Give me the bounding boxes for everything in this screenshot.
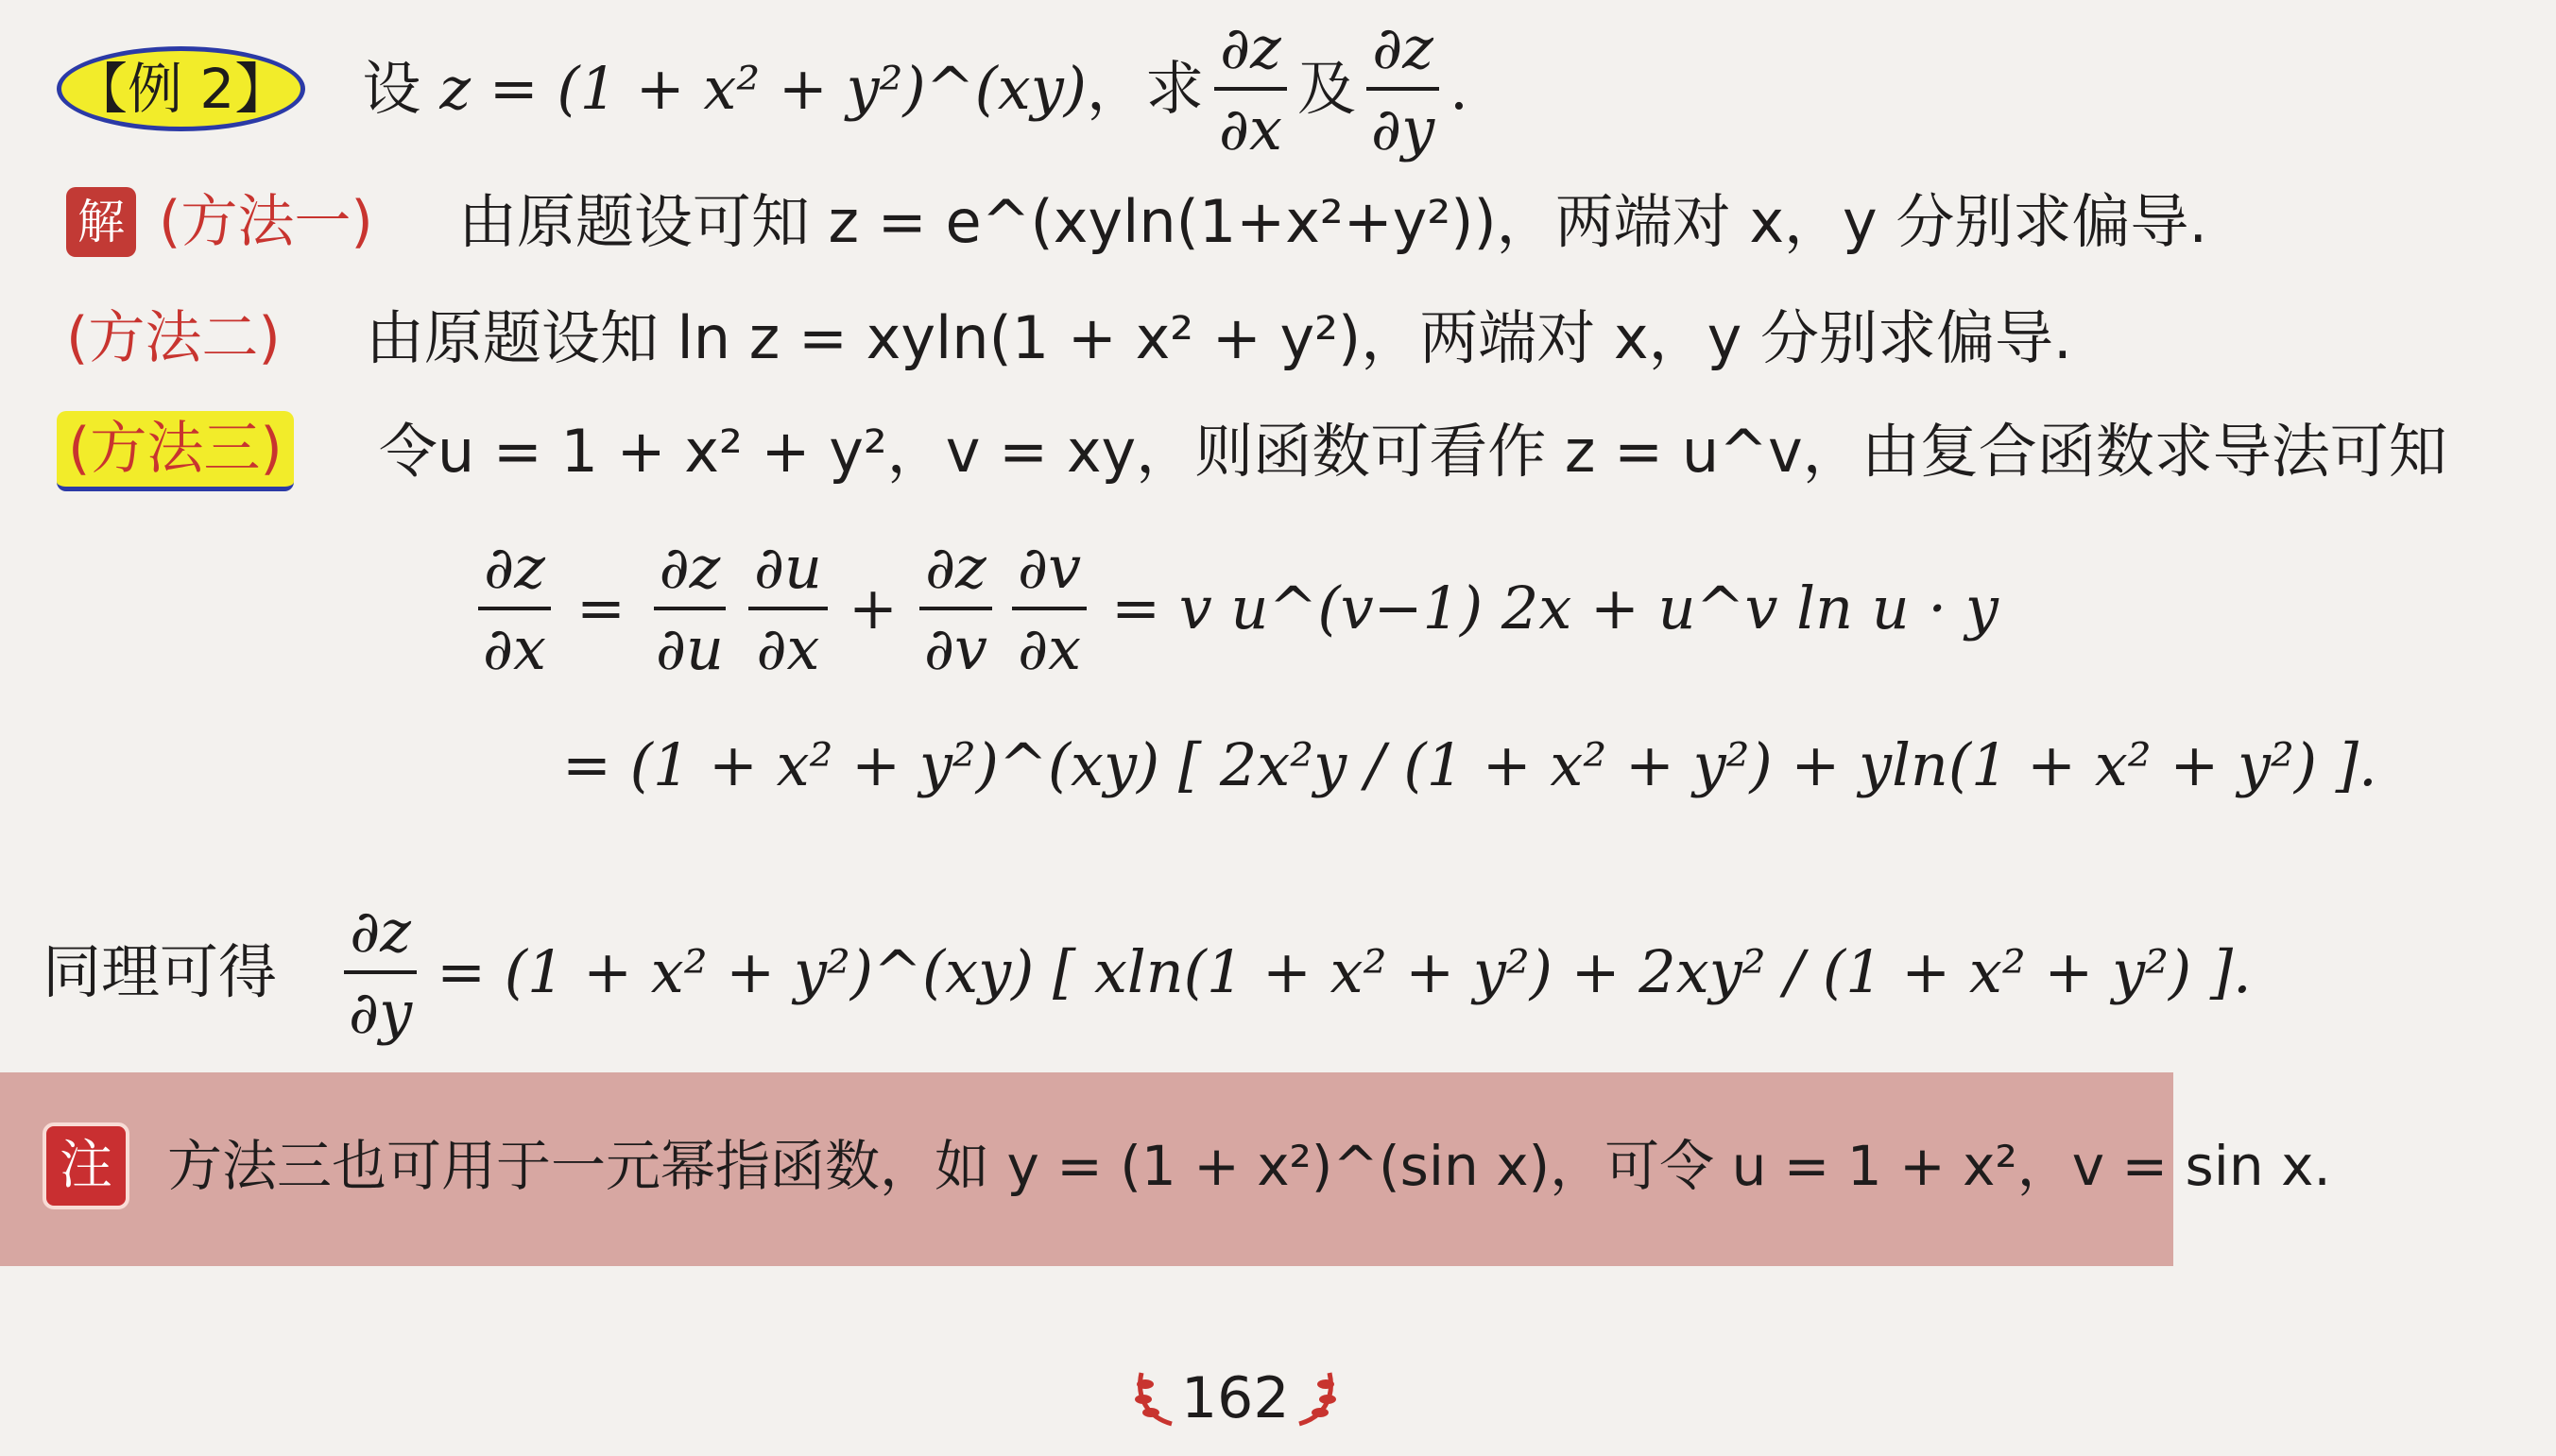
method2-text: 由原题设知 ln z = xyln(1 + x² + y²)，两端对 x，y 分别求偏导. — [365, 303, 2072, 372]
example-line — [57, 13, 1468, 163]
numerator: ∂z — [654, 539, 727, 610]
method3-line — [57, 411, 2447, 491]
problem-prefix: 设 — [362, 54, 421, 123]
fraction-dz-dv — [918, 533, 993, 683]
end-period: . — [1450, 54, 1468, 123]
fraction-dz-du — [650, 533, 729, 683]
fraction-dz-dy-lhs — [343, 897, 418, 1047]
fraction-dz-dx-lhs — [477, 533, 552, 683]
denominator: ∂u — [655, 614, 724, 683]
method1-text: 由原题设可知 z = e^(xyln(1+x²+y²))，两端对 x，y 分别求偏导. — [457, 187, 2208, 256]
note-line — [43, 1122, 2331, 1209]
similar-label: 同理可得 — [43, 937, 278, 1006]
denominator: ∂x — [1218, 94, 1283, 163]
denominator: ∂x — [483, 614, 547, 683]
z-definition: z = (1 + x² + y²)^(xy) — [439, 54, 1087, 123]
method2-line — [66, 300, 2072, 376]
fraction-du-dx — [748, 533, 828, 683]
fraction-dz-dx — [1213, 13, 1288, 163]
note-text: 方法三也可用于一元幂指函数，如 y = (1 + x²)^(sin x)，可令 u = 1 + x²，v = sin x. — [167, 1134, 2331, 1198]
numerator: ∂z — [1366, 19, 1439, 91]
denominator: ∂y — [349, 978, 413, 1047]
numerator: ∂v — [1012, 539, 1087, 610]
solution-badge: 解 — [66, 187, 136, 257]
page-number-block — [1124, 1365, 1347, 1431]
equation-2-rhs: = (1 + x² + y²)^(xy) [ 2x²y / (1 + x² + y²) + yln(1 + x² + y²) ]. — [562, 730, 2377, 799]
laurel-left-icon — [1124, 1365, 1181, 1431]
equation-line-2 — [562, 728, 2377, 803]
example-label: 【例 2】 — [57, 46, 305, 131]
method3-label: (方法三) — [57, 411, 294, 491]
method2-label: (方法二) — [66, 305, 281, 371]
method1-line — [66, 184, 2207, 260]
method1-label: (方法一) — [159, 189, 373, 255]
and-text: 及 — [1297, 54, 1357, 123]
denominator: ∂y — [1371, 94, 1435, 163]
numerator: ∂u — [748, 539, 828, 610]
denominator: ∂v — [923, 614, 988, 683]
method3-text: 令u = 1 + x² + y²，v = xy，则函数可看作 z = u^v，由复合函数求导法可知 — [378, 416, 2447, 486]
note-badge: 注 — [43, 1122, 129, 1209]
page-number: 162 — [1181, 1365, 1290, 1431]
numerator: ∂z — [478, 539, 551, 610]
denominator: ∂x — [1018, 614, 1082, 683]
fraction-dz-dy — [1365, 13, 1440, 163]
equation-line-1: $\frac{\partial z}{\partial x}$ = $\frac{\partial z}{\partial u}$ $\frac{\partial u}{\partial x}$ + $\frac{\partial z}{\partial v}$ $\frac{\partial v}{\partial x}$ = v u^(v−1) 2x + u^v ln u · y — [468, 539, 1998, 678]
equation-3-rhs: = (1 + x² + y²)^(xy) [ xln(1 + x² + y²) + 2xy² / (1 + x² + y²) ]. — [437, 937, 2252, 1006]
fraction-dv-dx — [1012, 533, 1087, 683]
denominator: ∂x — [756, 614, 820, 683]
ask-text: ，求 — [1086, 54, 1204, 123]
equation-line-3 — [43, 897, 2252, 1047]
numerator: ∂z — [344, 902, 417, 974]
equation-1-rhs: = v u^(v−1) 2x + u^v ln u · y — [1111, 574, 1998, 642]
numerator: ∂z — [919, 539, 992, 610]
numerator: ∂z — [1214, 19, 1287, 91]
laurel-right-icon — [1290, 1365, 1347, 1431]
